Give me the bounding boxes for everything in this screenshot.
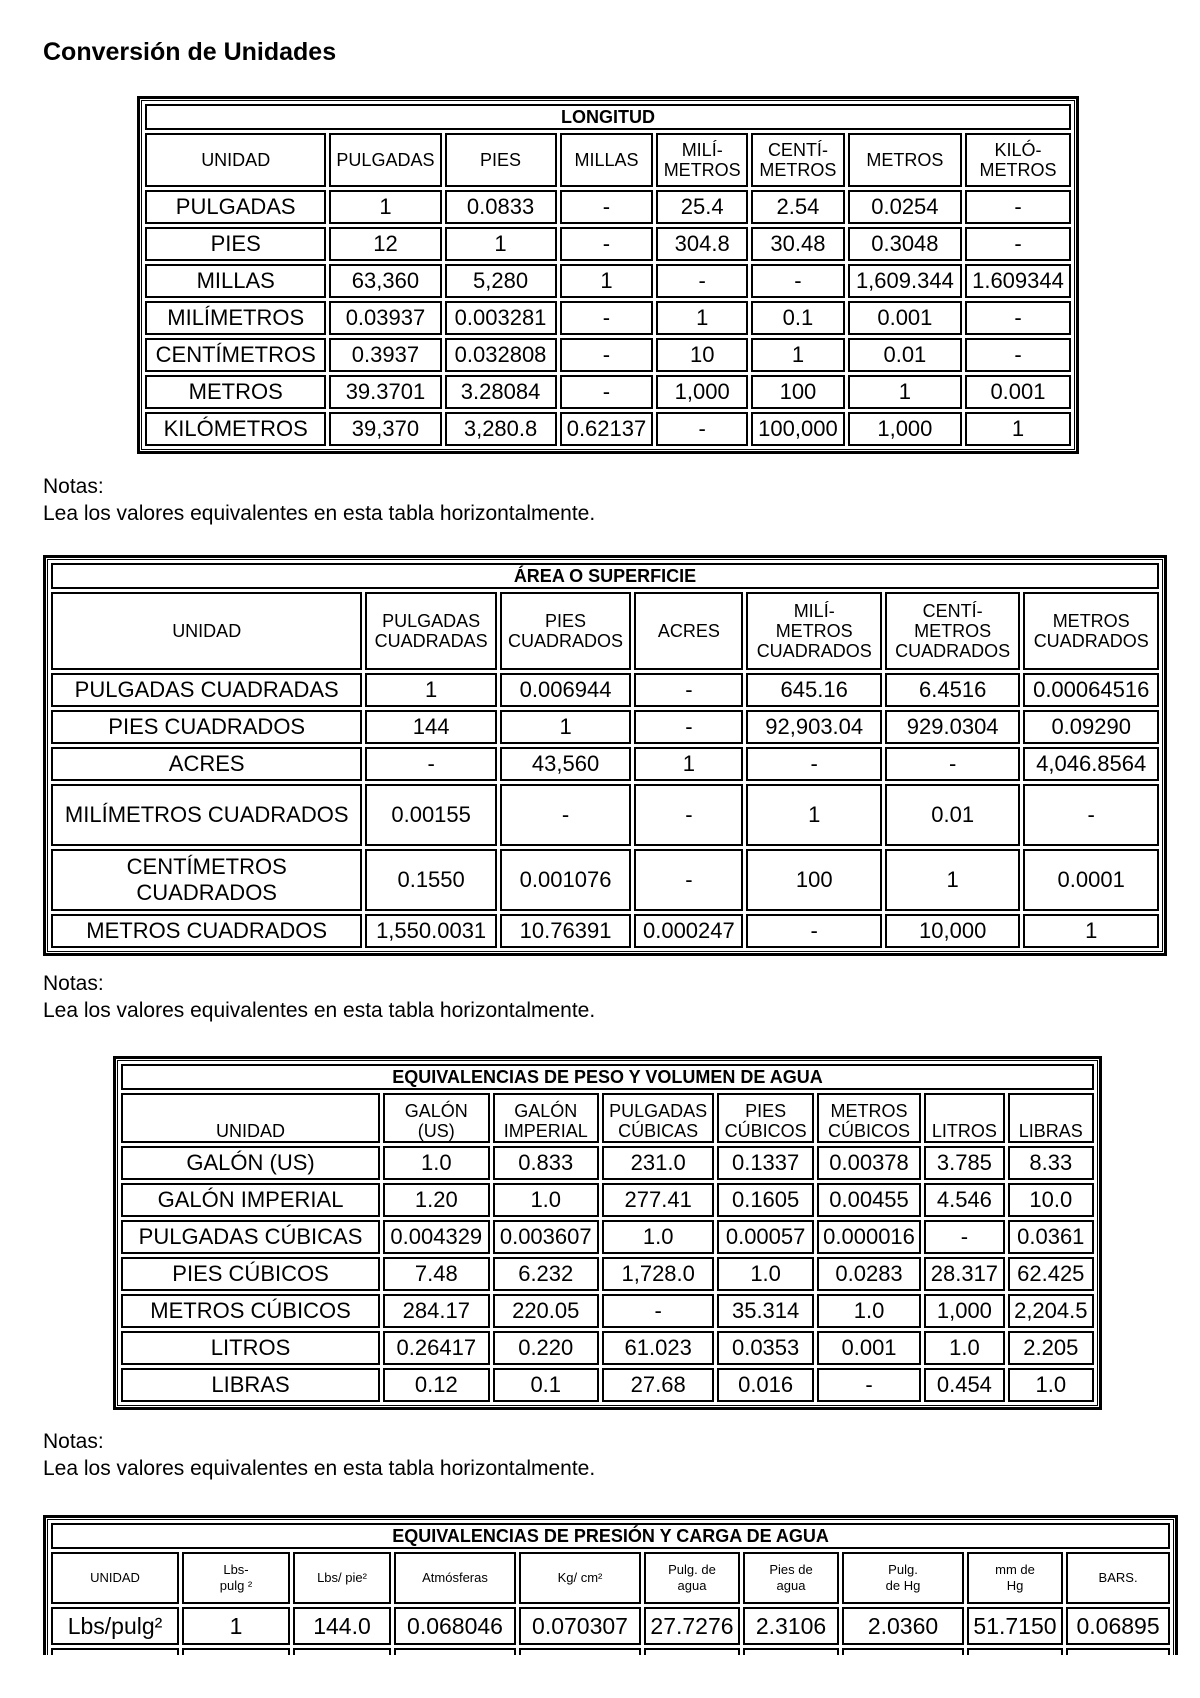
column-header-line: IMPERIAL [503, 1121, 588, 1141]
column-header-line: ACRES [657, 621, 720, 641]
table-cell: 2,204.5 [1008, 1294, 1094, 1328]
row-unit-label: MILÍMETROS CUADRADOS [51, 784, 362, 846]
table-cell: 0.00057 [717, 1220, 813, 1254]
table-cell: - [500, 784, 631, 846]
column-header-line: MILLAS [574, 150, 639, 170]
column-header-line: METROS [775, 621, 853, 641]
table-cell: 0.03937 [329, 301, 441, 335]
page-title: Conversión de Unidades [43, 38, 337, 66]
row-unit-label: METROS [145, 375, 326, 409]
table-row [145, 301, 1071, 335]
column-header-line: METROS [759, 160, 837, 180]
column-header [967, 1552, 1063, 1604]
table-cell: 1 [751, 338, 845, 372]
row-unit-label: LITROS [121, 1331, 380, 1365]
column-header [1008, 1093, 1094, 1143]
table-cell: 0.001 [965, 375, 1071, 409]
table-cell: 39.3701 [329, 375, 441, 409]
row-unit-label: GALÓN (US) [121, 1146, 380, 1180]
table-row [51, 673, 1159, 707]
table-cell: 62.425 [1008, 1257, 1094, 1291]
table-cell: 12 [329, 227, 441, 261]
table-cell: 100,000 [751, 412, 845, 446]
column-header-line: GALÓN [514, 1101, 578, 1121]
table-cell: 0.001 [848, 301, 962, 335]
column-header-line: de Hg [885, 1578, 921, 1593]
notes-text: Lea los valores equivalentes en esta tabla horizontalmente. [43, 999, 596, 1022]
column-header [842, 1552, 964, 1604]
table-cell: 1.609344 [965, 264, 1071, 298]
table-cell: 28.317 [924, 1257, 1004, 1291]
row-unit-label: CENTÍMETROS [145, 338, 326, 372]
table-cell: 0.000016 [817, 1220, 921, 1254]
column-header [329, 133, 441, 187]
column-header-line: MILÍ- [681, 140, 723, 160]
column-header-line: Pulg. [888, 1562, 918, 1577]
table-cell: 1,728.0 [602, 1257, 714, 1291]
column-header [965, 133, 1071, 187]
column-header-line: Hg [1006, 1578, 1024, 1593]
longitud-table-title: LONGITUD [145, 104, 1071, 130]
table-cell: 1 [329, 190, 441, 224]
table-cell: 10 [656, 338, 748, 372]
table-cell: 1 [445, 227, 557, 261]
column-header [656, 133, 748, 187]
table-cell: 0.00378 [817, 1146, 921, 1180]
column-header-line: GALÓN [404, 1101, 468, 1121]
table-cell: - [885, 747, 1020, 781]
column-header [644, 1552, 740, 1604]
column-header [519, 1552, 641, 1604]
column-header-line: LITROS [931, 1121, 997, 1141]
table-cell: 1.0 [717, 1257, 813, 1291]
table-cell: - [365, 747, 496, 781]
table-cell: 0.62137 [560, 412, 654, 446]
row-unit-label: MILLAS [145, 264, 326, 298]
table-cell: - [751, 264, 845, 298]
column-header [293, 1552, 391, 1604]
table-cell: 0.0283 [817, 1257, 921, 1291]
table-cell: - [1023, 784, 1159, 846]
column-header-line: agua [677, 1578, 707, 1593]
column-header-line: UNIDAD [90, 1570, 140, 1585]
table-cell: 43,560 [500, 747, 631, 781]
table-row [51, 849, 1159, 911]
table-cell: - [560, 227, 654, 261]
column-header [717, 1093, 813, 1143]
notes-text: Lea los valores equivalentes en esta tabla horizontalmente. [43, 502, 596, 525]
table-cell: 0.454 [924, 1368, 1004, 1402]
table-cell: 0.00455 [817, 1183, 921, 1217]
table-cell: - [634, 710, 743, 744]
table-cell: 0.001 [817, 1331, 921, 1365]
table-cell: 2.54 [751, 190, 845, 224]
table-cell: 100 [751, 375, 845, 409]
notes-label: Notas: [43, 475, 104, 498]
column-header [1066, 1552, 1170, 1604]
table-cell: 3.28084 [445, 375, 557, 409]
table-cell: 0.09290 [1023, 710, 1159, 744]
table-cell: - [634, 673, 743, 707]
table-cell: 27.7276 [644, 1607, 740, 1645]
pressure-table-title: EQUIVALENCIAS DE PRESIÓN Y CARGA DE AGUA [51, 1523, 1170, 1549]
column-header-line: PULGADAS [382, 611, 481, 631]
table-cell: 1 [365, 673, 496, 707]
column-header-line: KILÓ- [994, 140, 1042, 160]
table-cell: 10.0 [1008, 1183, 1094, 1217]
table-cell: 51.7150 [967, 1607, 1063, 1645]
column-header [365, 592, 496, 670]
table-cell: 35.314 [717, 1294, 813, 1328]
table-cell: 61.023 [602, 1331, 714, 1365]
table-row [121, 1257, 1094, 1291]
notes-label: Notas: [43, 1430, 104, 1453]
column-header-line: agua [776, 1578, 806, 1593]
table-cell: 3,280.8 [445, 412, 557, 446]
row-unit-label: PULGADAS CÚBICAS [121, 1220, 380, 1254]
column-header [817, 1093, 921, 1143]
row-unit-label: METROS CÚBICOS [121, 1294, 380, 1328]
table-cell: 1.0 [493, 1183, 599, 1217]
table-cell: - [634, 784, 743, 846]
row-unit-label: Lbs/pulg² [51, 1607, 179, 1645]
column-header-line: METROS [830, 1101, 908, 1121]
table-cell: 0.06895 [1066, 1607, 1170, 1645]
table-cell: 0.000247 [634, 914, 743, 948]
table-cell: 0.01 [848, 338, 962, 372]
table-cell: 1,000 [848, 412, 962, 446]
table-row [121, 1368, 1094, 1402]
notes-area [43, 970, 595, 1024]
column-header-line: MILÍ- [793, 601, 835, 621]
table-cell: 27.68 [602, 1368, 714, 1402]
table-cell: 929.0304 [885, 710, 1020, 744]
table-cell: 4,046.8564 [1023, 747, 1159, 781]
table-cell: 2.205 [1008, 1331, 1094, 1365]
table-cell: 0.003607 [493, 1220, 599, 1254]
table-cell: - [965, 338, 1071, 372]
table-cell: 1,000 [656, 375, 748, 409]
table-cell: 0.001076 [500, 849, 631, 911]
column-header [145, 133, 326, 187]
table-cell: 0.1 [751, 301, 845, 335]
table-cell: 0.1 [493, 1368, 599, 1402]
column-header-line: UNIDAD [216, 1121, 286, 1141]
table-cell: 6.4516 [885, 673, 1020, 707]
table-cell: 144 [365, 710, 496, 744]
table-cell: 2.0360 [842, 1607, 964, 1645]
column-header [743, 1552, 839, 1604]
table-cell: - [602, 1294, 714, 1328]
table-cell: - [560, 338, 654, 372]
column-header-line: Pies de [769, 1562, 813, 1577]
column-header-line: Lbs/ pie² [317, 1570, 367, 1585]
column-header-line: pulg ² [219, 1578, 253, 1593]
column-header-line: CENTÍ- [922, 601, 983, 621]
table-cell: 0.01 [885, 784, 1020, 846]
column-header [51, 1552, 179, 1604]
column-header-line: CÚBICOS [724, 1121, 807, 1141]
column-header [924, 1093, 1004, 1143]
table-cell: 0.220 [493, 1331, 599, 1365]
table-cell: - [746, 914, 881, 948]
column-header [634, 592, 743, 670]
table-cell: 0.003281 [445, 301, 557, 335]
table-cell: 1 [885, 849, 1020, 911]
column-header-line: METROS [866, 150, 944, 170]
column-header-line: UNIDAD [201, 150, 271, 170]
table-row [121, 1294, 1094, 1328]
table-cell: 1.0 [924, 1331, 1004, 1365]
table-cell: 0.1550 [365, 849, 496, 911]
column-header-line: PIES [745, 1101, 787, 1121]
table-cell: 0.1337 [717, 1146, 813, 1180]
table-cell: 1 [500, 710, 631, 744]
column-header [394, 1552, 516, 1604]
column-header [383, 1093, 489, 1143]
column-header [885, 592, 1020, 670]
table-cell: 25.4 [656, 190, 748, 224]
table-cell: 100 [746, 849, 881, 911]
area-table [45, 557, 1165, 954]
column-header-line: METROS [979, 160, 1057, 180]
column-header-line: CENTÍ- [767, 140, 828, 160]
column-header-line: (US) [417, 1121, 455, 1141]
column-header [746, 592, 881, 670]
table-row [51, 747, 1159, 781]
water-table-title: EQUIVALENCIAS DE PESO Y VOLUMEN DE AGUA [121, 1064, 1094, 1090]
row-unit-label: KILÓMETROS [145, 412, 326, 446]
table-cell: - [656, 412, 748, 446]
column-header-line: METROS [1052, 611, 1130, 631]
table-cell: - [746, 747, 881, 781]
column-header-line: LIBRAS [1018, 1121, 1083, 1141]
table-cell: 0.032808 [445, 338, 557, 372]
table-cell: 1.0 [383, 1146, 489, 1180]
column-header-line: Kg/ cm² [557, 1570, 603, 1585]
column-header [602, 1093, 714, 1143]
table-row [121, 1220, 1094, 1254]
table-cell: - [817, 1368, 921, 1402]
table-cell: 1 [656, 301, 748, 335]
notes-longitud [43, 473, 595, 527]
table-cell: 4.546 [924, 1183, 1004, 1217]
column-header [1023, 592, 1159, 670]
row-unit-label: CENTÍMETROS CUADRADOS [51, 849, 362, 911]
table-cell: 1,550.0031 [365, 914, 496, 948]
table-row [145, 227, 1071, 261]
column-header-line: BARS. [1098, 1570, 1138, 1585]
table-row [51, 1607, 1170, 1645]
table-cell: 0.0001 [1023, 849, 1159, 911]
water-table [115, 1058, 1100, 1408]
column-header-line: CUADRADAS [374, 631, 488, 651]
table-cell: 1 [634, 747, 743, 781]
row-unit-label: GALÓN IMPERIAL [121, 1183, 380, 1217]
column-header-line: CÚBICAS [618, 1121, 699, 1141]
column-header [493, 1093, 599, 1143]
column-header-line: METROS [663, 160, 741, 180]
table-cell: 1 [965, 412, 1071, 446]
table-cell: 0.1605 [717, 1183, 813, 1217]
column-header [751, 133, 845, 187]
table-row [145, 190, 1071, 224]
table-cell: 3.785 [924, 1146, 1004, 1180]
table-cell: 0.12 [383, 1368, 489, 1402]
table-cell: 0.3937 [329, 338, 441, 372]
table-cell: 0.0254 [848, 190, 962, 224]
table-cell: 1.20 [383, 1183, 489, 1217]
table-cell: 1 [182, 1607, 290, 1645]
table-cell: 1,000 [924, 1294, 1004, 1328]
table-cell: 0.833 [493, 1146, 599, 1180]
table-cell: 39,370 [329, 412, 441, 446]
table-cell: 1.0 [1008, 1368, 1094, 1402]
column-header-line: mm de [995, 1562, 1035, 1577]
longitud-table [139, 98, 1077, 452]
table-cell: 1.0 [602, 1220, 714, 1254]
table-cell: - [560, 301, 654, 335]
column-header-line: PIES [480, 150, 522, 170]
table-cell: - [965, 190, 1071, 224]
table-cell: 0.068046 [394, 1607, 516, 1645]
table-cell: 1 [560, 264, 654, 298]
column-header [121, 1093, 380, 1143]
table-cell: 0.26417 [383, 1331, 489, 1365]
area-table-title: ÁREA O SUPERFICIE [51, 563, 1159, 589]
table-cell: 220.05 [493, 1294, 599, 1328]
table-row [51, 914, 1159, 948]
table-cell: 0.0361 [1008, 1220, 1094, 1254]
row-unit-label: PULGADAS [145, 190, 326, 224]
table-cell: 231.0 [602, 1146, 714, 1180]
table-cell: 0.070307 [519, 1607, 641, 1645]
table-cell: - [656, 264, 748, 298]
column-header-line: PIES [545, 611, 587, 631]
table-cell: 0.0833 [445, 190, 557, 224]
column-header-line: CUADRADOS [1033, 631, 1149, 651]
table-cell: 144.0 [293, 1607, 391, 1645]
table-cell: 7.48 [383, 1257, 489, 1291]
table-cell: - [965, 227, 1071, 261]
table-row [121, 1331, 1094, 1365]
table-cell: 0.004329 [383, 1220, 489, 1254]
row-unit-label: PULGADAS CUADRADAS [51, 673, 362, 707]
column-header-line: CUADRADOS [756, 641, 872, 661]
table-cell: 1 [848, 375, 962, 409]
column-header-line: PULGADAS [609, 1101, 708, 1121]
column-header-line: Pulg. de [668, 1562, 716, 1577]
table-cell: - [560, 190, 654, 224]
table-cell: 8.33 [1008, 1146, 1094, 1180]
column-header-line: CUADRADOS [895, 641, 1011, 661]
column-header [848, 133, 962, 187]
table-row [145, 338, 1071, 372]
column-header-line: PULGADAS [336, 150, 435, 170]
table-cell: 0.016 [717, 1368, 813, 1402]
column-header-line: Atmósferas [422, 1570, 488, 1585]
table-cell: 30.48 [751, 227, 845, 261]
row-unit-label: METROS CUADRADOS [51, 914, 362, 948]
notes-water [43, 1428, 595, 1482]
table-cell: 2.3106 [743, 1607, 839, 1645]
row-unit-label: PIES [145, 227, 326, 261]
table-cell: 1,609.344 [848, 264, 962, 298]
table-cell: 284.17 [383, 1294, 489, 1328]
row-unit-label: LIBRAS [121, 1368, 380, 1402]
table-row [121, 1146, 1094, 1180]
table-cell: 0.00064516 [1023, 673, 1159, 707]
table-cell: 6.232 [493, 1257, 599, 1291]
row-unit-label: MILÍMETROS [145, 301, 326, 335]
table-cell: 645.16 [746, 673, 881, 707]
column-header [445, 133, 557, 187]
table-cell: 1.0 [817, 1294, 921, 1328]
column-header [182, 1552, 290, 1604]
table-row [145, 264, 1071, 298]
page-bottom-cutoff [0, 1655, 1200, 1698]
table-cell: - [965, 301, 1071, 335]
column-header-line: METROS [914, 621, 992, 641]
table-cell: 0.00155 [365, 784, 496, 846]
table-cell: 10,000 [885, 914, 1020, 948]
table-cell: 5,280 [445, 264, 557, 298]
table-row [121, 1183, 1094, 1217]
table-cell: 10.76391 [500, 914, 631, 948]
notes-label: Notas: [43, 972, 104, 995]
table-row [145, 412, 1071, 446]
column-header-line: Lbs- [223, 1562, 249, 1577]
row-unit-label: PIES CÚBICOS [121, 1257, 380, 1291]
row-unit-label: PIES CUADRADOS [51, 710, 362, 744]
table-row [51, 710, 1159, 744]
column-header [51, 592, 362, 670]
table-cell: 304.8 [656, 227, 748, 261]
table-cell: 63,360 [329, 264, 441, 298]
table-row [51, 784, 1159, 846]
column-header [560, 133, 654, 187]
notes-text: Lea los valores equivalentes en esta tabla horizontalmente. [43, 1457, 596, 1480]
table-cell: 1 [746, 784, 881, 846]
column-header-line: CUADRADOS [508, 631, 624, 651]
column-header [500, 592, 631, 670]
column-header-line: CÚBICOS [828, 1121, 911, 1141]
table-cell: 1 [1023, 914, 1159, 948]
table-cell: 277.41 [602, 1183, 714, 1217]
table-cell: 0.006944 [500, 673, 631, 707]
table-cell: 92,903.04 [746, 710, 881, 744]
table-row [145, 375, 1071, 409]
table-cell: - [924, 1220, 1004, 1254]
table-cell: 0.0353 [717, 1331, 813, 1365]
row-unit-label: ACRES [51, 747, 362, 781]
table-cell: 0.3048 [848, 227, 962, 261]
table-cell: - [634, 849, 743, 911]
table-cell: - [560, 375, 654, 409]
column-header-line: UNIDAD [172, 621, 242, 641]
